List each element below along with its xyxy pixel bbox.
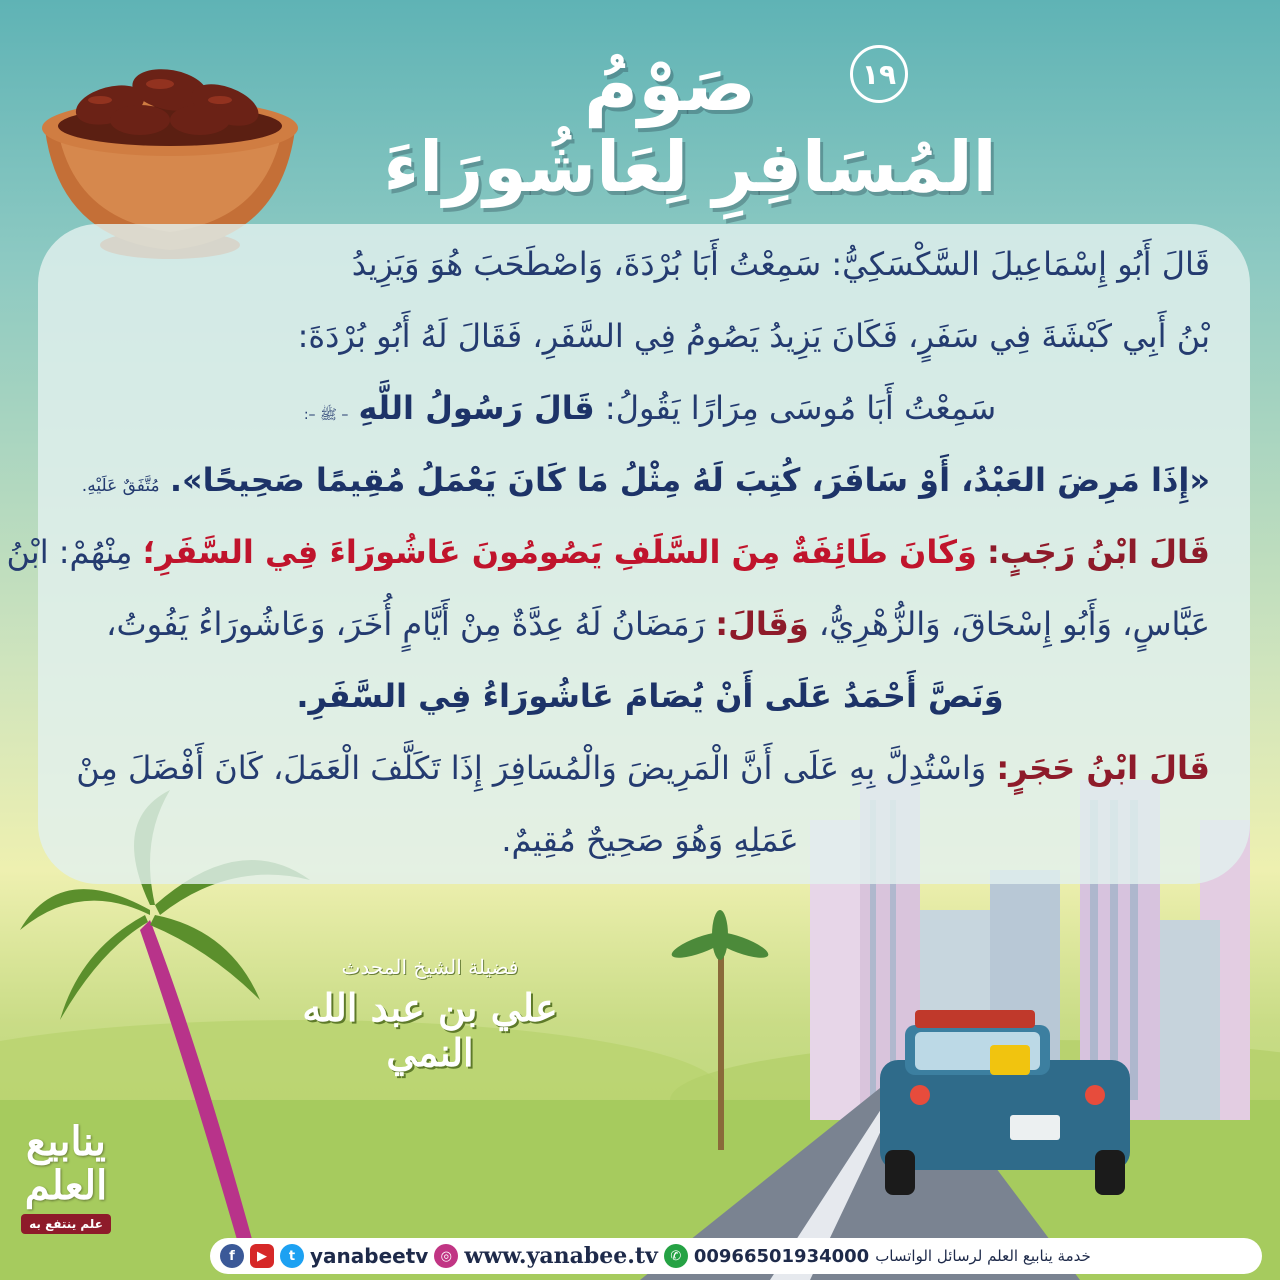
text-line-7 (70, 660, 1230, 732)
text-line-5-tail: مِنْهُمْ: ابْنُ (6, 533, 133, 571)
social-handle[interactable]: yanabeetv (310, 1244, 429, 1268)
footer-bar (210, 1238, 1262, 1274)
qala-label: وَقَالَ: (715, 605, 809, 643)
hadith-grading: مُتَّفَقٌ عَلَيْهِ. (81, 476, 160, 496)
text-line-2-content: بْنُ أَبِي كَبْشَةَ فِي سَفَرٍ، فَكَانَ يَزِيدُ يَصُومُ فِي السَّفَرِ، فَقَالَ لَهُ أَبُو بُرْدَةَ: (297, 317, 1210, 355)
prophet-quote-intro: قَالَ رَسُولُ اللَّهِ (358, 389, 595, 427)
highlight-salaf: وَكَانَ طَائِفَةٌ مِنَ السَّلَفِ يَصُومُونَ عَاشُورَاءَ فِي السَّفَرِ؛ (142, 533, 977, 571)
text-line-9-content: عَمَلِهِ وَهُوَ صَحِيحٌ مُقِيمٌ. (501, 821, 799, 859)
logo-tagline: علم ينتفع به (21, 1214, 111, 1234)
text-line-4 (70, 444, 1230, 516)
text-line-6-head: عَبَّاسٍ، وَأَبُو إِسْحَاقَ، وَالزُّهْرِيُّ، (818, 605, 1210, 643)
honorific: – ﷺ –: (303, 407, 349, 423)
sheikh-signature (300, 955, 560, 1075)
signature-title: فضيلة الشيخ المحدث (341, 955, 519, 979)
ahmad-statement: وَنَصَّ أَحْمَدُ عَلَى أَنْ يُصَامَ عَاشُورَاءُ فِي السَّفَرِ. (296, 677, 1004, 715)
text-line-3-intro: سَمِعْتُ أَبَا مُوسَى مِرَارًا يَقُولُ: (604, 389, 997, 427)
text-line-1-content: قَالَ أَبُو إِسْمَاعِيلَ السَّكْسَكِيُّ: سَمِعْتُ أَبَا بُرْدَةَ، وَاصْطَحَبَ هُوَ وَيَزِيدُ (351, 245, 1210, 283)
youtube-icon[interactable]: ▶ (250, 1244, 274, 1268)
hadith-text: «إِذَا مَرِضَ العَبْدُ، أَوْ سَافَرَ، كُتِبَ لَهُ مِثْلُ مَا كَانَ يَعْمَلُ مُقِيمًا صَحِيحًا». (169, 461, 1210, 499)
title-line-2: المُسَافِرِ لِعَاشُورَاءَ (383, 126, 997, 208)
text-line-6 (70, 588, 1230, 660)
facebook-icon[interactable]: f (220, 1244, 244, 1268)
telegram-icon[interactable]: ◎ (434, 1244, 458, 1268)
text-line-1 (70, 228, 1230, 300)
text-line-9 (70, 804, 1230, 876)
title-area (330, 30, 1050, 220)
text-line-3 (70, 372, 1230, 444)
episode-number-badge: ١٩ (850, 45, 908, 103)
text-line-8-content: وَاسْتُدِلَّ بِهِ عَلَى أَنَّ الْمَرِيضَ وَالْمُسَافِرَ إِذَا تَكَلَّفَ الْعَمَلَ، كَانَ أَفْضَلَ مِنْ (76, 749, 987, 787)
yanabee-logo (6, 1120, 126, 1250)
signature-name: علي بن عبد الله النمي (302, 985, 558, 1075)
text-line-6-tail: رَمَضَانُ لَهُ عِدَّةٌ مِنْ أَيَّامٍ أُخَرَ، وَعَاشُورَاءُ يَفُوتُ، (106, 605, 706, 643)
whatsapp-icon[interactable]: ✆ (664, 1244, 688, 1268)
text-line-8 (70, 732, 1230, 804)
article-text (6, 228, 1230, 876)
ibn-rajab-label: قَالَ ابْنُ رَجَبٍ: (987, 533, 1210, 571)
logo-wordmark: ينابيع العلم (24, 1118, 108, 1209)
twitter-icon[interactable]: t (280, 1244, 304, 1268)
whatsapp-number[interactable]: 00966501934000 (693, 1245, 870, 1267)
ibn-hajar-label: قَالَ ابْنُ حَجَرٍ: (996, 749, 1210, 787)
text-line-2 (70, 300, 1230, 372)
website-link[interactable]: www.yanabee.tv (464, 1243, 658, 1269)
title-line-1: صَوْمُ (583, 42, 757, 128)
whatsapp-service-label: خدمة ينابيع العلم لرسائل الواتساب (875, 1247, 1091, 1265)
text-line-5 (6, 516, 1230, 588)
